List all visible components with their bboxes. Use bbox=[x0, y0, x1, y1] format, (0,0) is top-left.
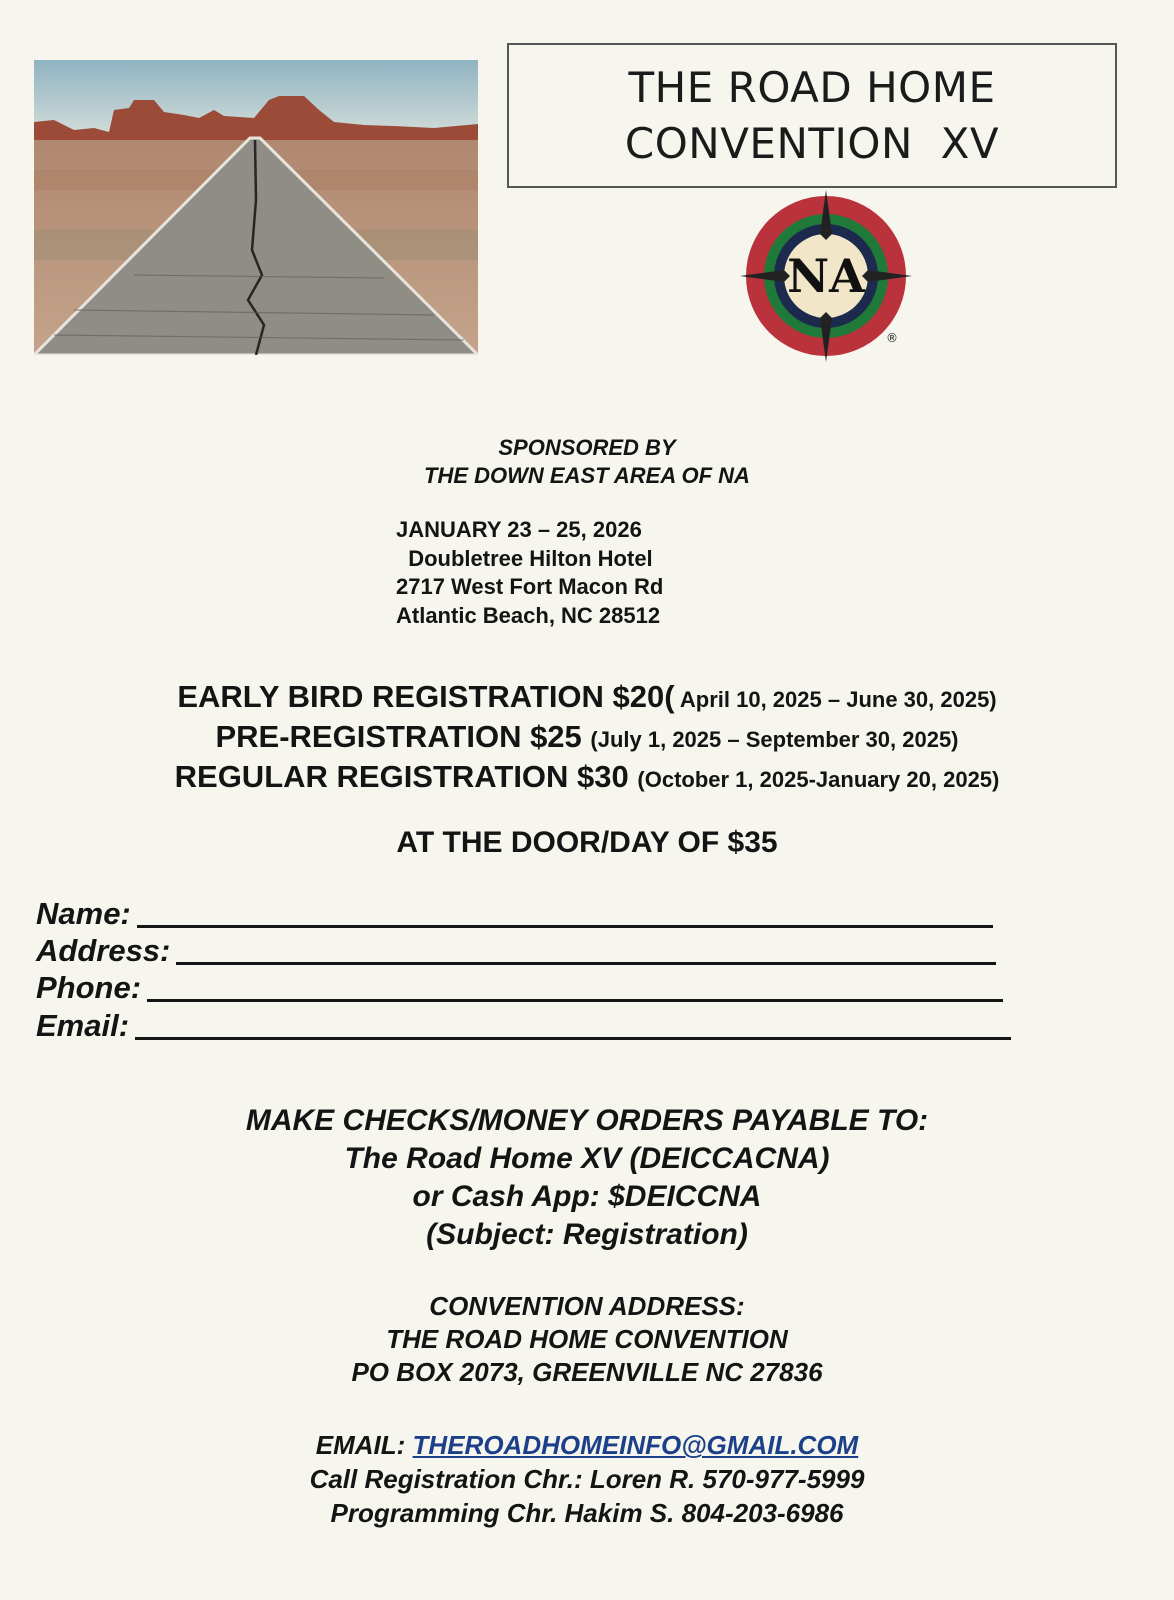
address-field[interactable] bbox=[36, 933, 996, 969]
registration-tier bbox=[0, 718, 1174, 758]
sponsor-block bbox=[0, 434, 1174, 490]
tier-period: (July 1, 2025 – September 30, 2025) bbox=[590, 727, 959, 752]
payment-line-4: (Subject: Registration) bbox=[426, 1218, 748, 1251]
tier-label: PRE-REGISTRATION $25 bbox=[215, 719, 591, 754]
email-line[interactable] bbox=[135, 1037, 1011, 1040]
convention-address-line-3: PO BOX 2073, GREENVILLE NC 27836 bbox=[351, 1357, 823, 1387]
sponsor-line-2: THE DOWN EAST AREA OF NA bbox=[424, 463, 750, 488]
registration-tier bbox=[0, 758, 1174, 798]
email-label: Email: bbox=[36, 1008, 130, 1043]
phone-field[interactable] bbox=[36, 970, 1003, 1006]
tier-label: EARLY BIRD REGISTRATION $20( bbox=[177, 679, 675, 714]
tier-label: REGULAR REGISTRATION $30 bbox=[174, 759, 638, 794]
payment-block bbox=[0, 1102, 1174, 1254]
title-line-1: THE ROAD HOME bbox=[628, 62, 996, 112]
door-price: AT THE DOOR/DAY OF $35 bbox=[396, 826, 778, 859]
contact-email-row bbox=[0, 1428, 1174, 1462]
na-logo-text: NA bbox=[787, 249, 865, 303]
title-line-2: CONVENTION XV bbox=[624, 118, 1000, 168]
phone-label: Phone: bbox=[36, 970, 142, 1005]
sponsor-line-1: SPONSORED BY bbox=[498, 435, 676, 460]
tier-period: (October 1, 2025-January 20, 2025) bbox=[637, 767, 1000, 792]
registration-tiers bbox=[0, 678, 1174, 798]
email-field[interactable] bbox=[36, 1008, 1011, 1044]
contact-email-label: EMAIL: bbox=[315, 1430, 413, 1460]
name-field[interactable] bbox=[36, 896, 993, 932]
event-city: Atlantic Beach, NC 28512 bbox=[396, 602, 661, 628]
convention-address-line-2: THE ROAD HOME CONVENTION bbox=[386, 1324, 788, 1354]
programming-chair: Programming Chr. Hakim S. 804-203-6986 bbox=[330, 1498, 844, 1528]
name-label: Name: bbox=[36, 896, 131, 931]
payment-line-2: The Road Home XV (DEICCACNA) bbox=[344, 1142, 830, 1175]
event-info bbox=[396, 516, 663, 630]
phone-line[interactable] bbox=[147, 999, 1003, 1002]
registered-mark: ® bbox=[886, 331, 898, 345]
event-dates: JANUARY 23 – 25, 2026 bbox=[396, 517, 642, 542]
title-box bbox=[507, 43, 1117, 188]
address-label: Address: bbox=[36, 933, 171, 968]
registration-tier bbox=[0, 678, 1174, 718]
convention-address bbox=[0, 1290, 1174, 1389]
address-line[interactable] bbox=[176, 962, 996, 965]
payment-line-3: or Cash App: $DEICCNA bbox=[412, 1180, 762, 1213]
event-street: 2717 West Fort Macon Rd bbox=[396, 574, 664, 599]
convention-address-line-1: CONVENTION ADDRESS: bbox=[429, 1291, 745, 1321]
payment-line-1: MAKE CHECKS/MONEY ORDERS PAYABLE TO: bbox=[245, 1104, 929, 1137]
contact-email-link[interactable]: THEROADHOMEINFO@GMAIL.COM bbox=[412, 1430, 859, 1460]
registration-chair: Call Registration Chr.: Loren R. 570-977-5999 bbox=[309, 1464, 865, 1494]
name-line[interactable] bbox=[137, 925, 993, 928]
desert-road-photo bbox=[34, 60, 478, 355]
contact-block bbox=[0, 1428, 1174, 1530]
tier-period: April 10, 2025 – June 30, 2025) bbox=[674, 687, 997, 712]
event-venue: Doubletree Hilton Hotel bbox=[396, 545, 653, 571]
na-service-symbol-logo bbox=[738, 188, 914, 364]
